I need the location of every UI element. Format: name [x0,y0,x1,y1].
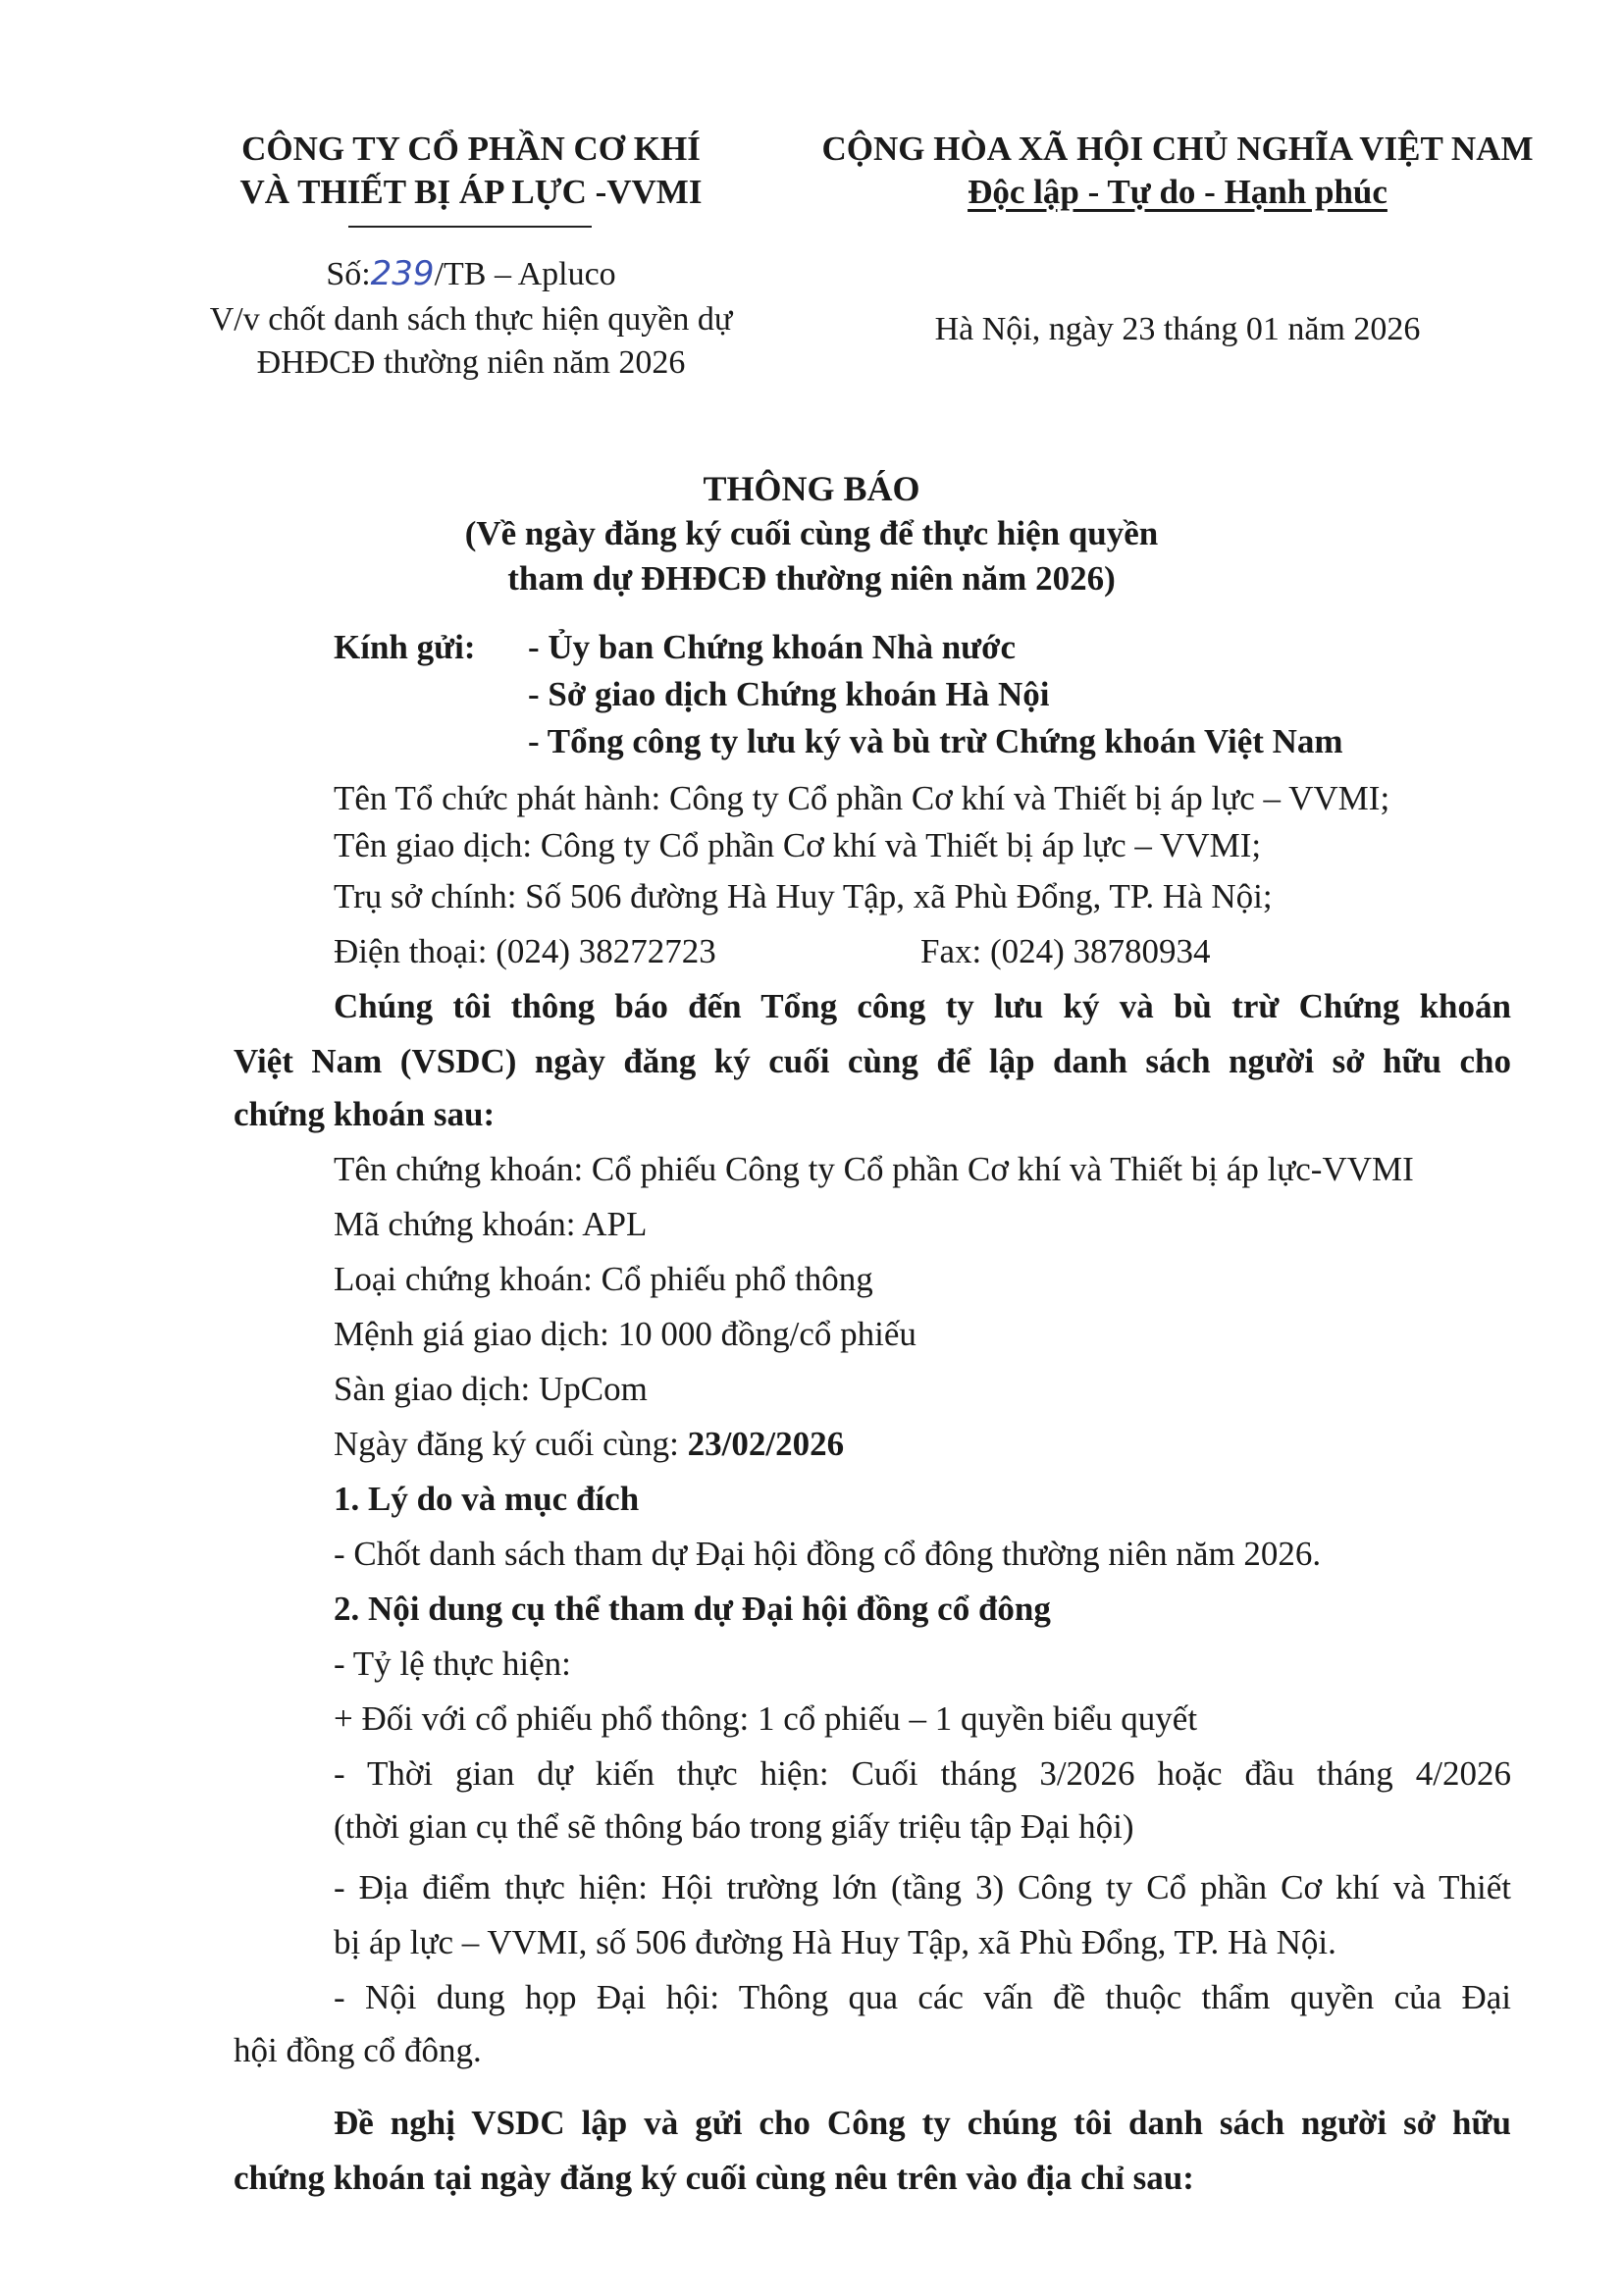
recipient-item: - Sở giao dịch Chứng khoán Hà Nội [528,675,1050,713]
request-line1: Đề nghị VSDC lập và gửi cho Công ty chúng tôi danh sách người sở hữu [334,2104,1511,2142]
record-date [334,1421,844,1468]
security-exchange: Sàn giao dịch: UpCom [334,1370,648,1408]
time-line1: - Thời gian dự kiến thực hiện: Cuối tháng 3/2026 hoặc đầu tháng 4/2026 [334,1754,1511,1793]
issuer-phone: Điện thoại: (024) 38272723 [334,932,716,970]
security-type: Loại chứng khoán: Cổ phiếu phổ thông [334,1260,873,1298]
security-code: Mã chứng khoán: APL [334,1205,648,1243]
recipients-label: Kính gửi: [334,628,476,666]
content-line2: hội đồng cổ đông. [234,2031,482,2069]
national-title: CỘNG HÒA XÃ HỘI CHỦ NGHĨA VIỆT NAM [821,130,1534,168]
subject-line1: V/v chốt danh sách thực hiện quyền dự [209,301,733,338]
intro-line3: chứng khoán sau: [234,1095,496,1133]
intro-line1: Chúng tôi thông báo đến Tổng công ty lưu ký và bù trừ Chứng khoán [334,987,1511,1025]
record-date-value: 23/02/2026 [687,1425,845,1463]
intro-line2: Việt Nam (VSDC) ngày đăng ký cuối cùng để lập danh sách người sở hữu cho [234,1042,1511,1080]
issuer-trade-name: Tên giao dịch: Công ty Cổ phần Cơ khí và Thiết bị áp lực – VVMI; [334,826,1262,864]
issuer-address: Trụ sở chính: Số 506 đường Hà Huy Tập, xã Phù Đổng, TP. Hà Nội; [334,877,1273,915]
document-number-prefix: Số: [326,256,371,292]
content-line1: - Nội dung họp Đại hội: Thông qua các vấn đề thuộc thẩm quyền của Đại [334,1978,1511,2016]
request-line2: chứng khoán tại ngày đăng ký cuối cùng nêu trên vào địa chỉ sau: [234,2159,1194,2197]
company-underline [348,226,592,228]
recipient-item: - Tổng công ty lưu ký và bù trừ Chứng khoán Việt Nam [528,722,1343,760]
record-date-label: Ngày đăng ký cuối cùng: [334,1425,688,1463]
document-number-suffix: /TB – Apluco [434,256,616,292]
document-date: Hà Nội, ngày 23 tháng 01 năm 2026 [934,311,1421,347]
recipient-item: - Ủy ban Chứng khoán Nhà nước [528,628,1017,666]
national-motto [805,171,1550,214]
security-name: Tên chứng khoán: Cổ phiếu Công ty Cổ phần Cơ khí và Thiết bị áp lực-VVMI [334,1150,1414,1188]
section1-heading: 1. Lý do và mục đích [334,1480,640,1518]
issuer-fax: Fax: (024) 38780934 [920,932,1211,970]
company-name-line1: CÔNG TY CỔ PHẦN CƠ KHÍ [241,130,701,168]
document-subtitle-line1: (Về ngày đăng ký cuối cùng để thực hiện quyền [464,514,1159,552]
document-subtitle-line2: tham dự ĐHĐCĐ thường niên năm 2026) [507,559,1116,598]
time-line2: (thời gian cụ thể sẽ thông báo trong giấy triệu tập Đại hội) [334,1807,1134,1846]
company-name-line2: VÀ THIẾT BỊ ÁP LỰC -VVMI [239,173,703,211]
ratio-label: - Tỷ lệ thực hiện: [334,1644,571,1683]
ratio-item: + Đối với cổ phiếu phổ thông: 1 cổ phiếu – 1 quyền biểu quyết [334,1699,1198,1738]
document-title: THÔNG BÁO [703,469,920,508]
section2-heading: 2. Nội dung cụ thể tham dự Đại hội đồng cổ đông [334,1590,1051,1628]
issuer-name: Tên Tổ chức phát hành: Công ty Cổ phần Cơ khí và Thiết bị áp lực – VVMI; [334,779,1390,817]
document-number-handwritten: 239 [370,254,435,293]
venue-line1: - Địa điểm thực hiện: Hội trường lớn (tầng 3) Công ty Cổ phần Cơ khí và Thiết [334,1868,1511,1906]
document-number [196,251,746,297]
national-motto-text: Độc lập - Tự do - Hạnh phúc [968,173,1387,211]
venue-line2: bị áp lực – VVMI, số 506 đường Hà Huy Tập, xã Phù Đổng, TP. Hà Nội. [334,1923,1336,1961]
section1-item: - Chốt danh sách tham dự Đại hội đồng cổ đông thường niên năm 2026. [334,1535,1322,1573]
subject-line2: ĐHĐCĐ thường niên năm 2026 [256,344,686,381]
security-par-value: Mệnh giá giao dịch: 10 000 đồng/cổ phiếu [334,1315,916,1353]
